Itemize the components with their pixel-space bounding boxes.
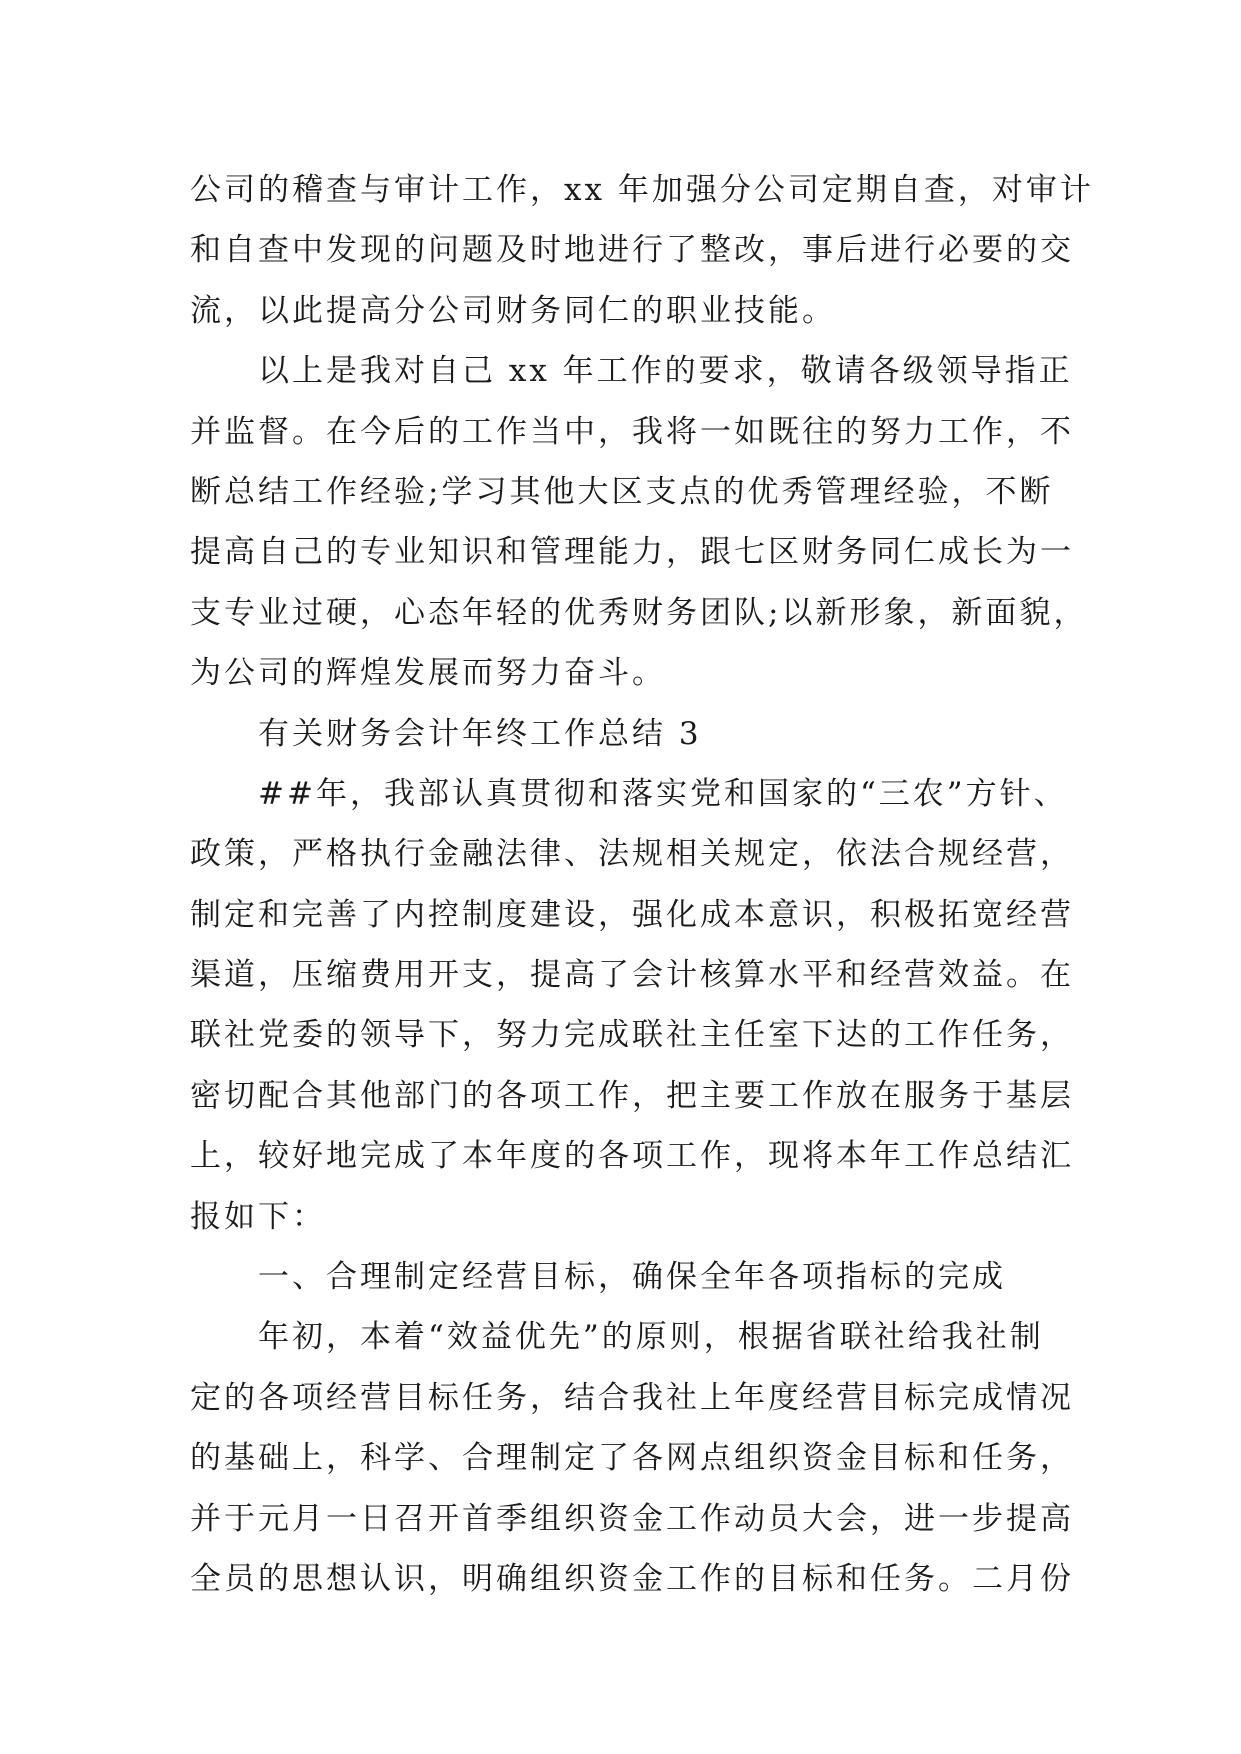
text-line: 密切配合其他部门的各项工作，把主要工作放在服务于基层 [190,1077,1074,1114]
text-line: 断总结工作经验;学习其他大区支点的优秀管理经验，不断 [190,473,1054,510]
text-line: 为公司的辉煌发展而努力奋斗。 [190,655,666,692]
text-line: 支专业过硬，心态年轻的优秀财务团队;以新形象，新面貌， [190,594,1088,631]
text-line: 年初，本着“效益优先”的原则，根据省联社给我社制 [258,1319,1044,1356]
text-line: ##年，我部认真贯彻和落实党和国家的“三农”方针、 [258,775,1068,812]
text-line: 的基础上，科学、合理制定了各网点组织资金目标和任务， [190,1440,1074,1477]
text-line: 公司的稽查与审计工作，xx 年加强分公司定期自查，对审计 [190,172,1094,208]
text-line: 和自查中发现的问题及时地进行了整改，事后进行必要的交 [190,232,1074,269]
text-line: 流，以此提高分公司财务同仁的职业技能。 [190,292,836,329]
text-line: 联社党委的领导下，努力完成联社主任室下达的工作任务， [190,1017,1074,1054]
text-line: 渠道，压缩费用开支，提高了会计核算水平和经营效益。在 [190,957,1074,994]
text-line: 提高自己的专业知识和管理能力，跟七区财务同仁成长为一 [190,534,1074,571]
text-line: 上，较好地完成了本年度的各项工作，现将本年工作总结汇 [190,1138,1074,1175]
text-line: 报如下： [190,1198,326,1235]
text-line: 定的各项经营目标任务，结合我社上年度经营目标完成情况 [190,1379,1074,1416]
subsection-heading: 一、合理制定经营目标，确保全年各项指标的完成 [258,1259,1006,1296]
text-line: 并于元月一日召开首季组织资金工作动员大会，进一步提高 [190,1500,1074,1537]
document-body [190,160,1094,1609]
text-line: 政策，严格执行金融法律、法规相关规定，依法合规经营， [190,836,1074,873]
text-line: 制定和完善了内控制度建设，强化成本意识，积极拓宽经营 [190,896,1074,933]
section-title: 有关财务会计年终工作总结 3 [258,715,702,752]
text-line: 全员的思想认识，明确组织资金工作的目标和任务。二月份 [190,1560,1074,1597]
text-line: 并监督。在今后的工作当中，我将一如既往的努力工作，不 [190,413,1074,450]
text-line: 以上是我对自己 xx 年工作的要求，敬请各级领导指正 [258,353,1073,390]
